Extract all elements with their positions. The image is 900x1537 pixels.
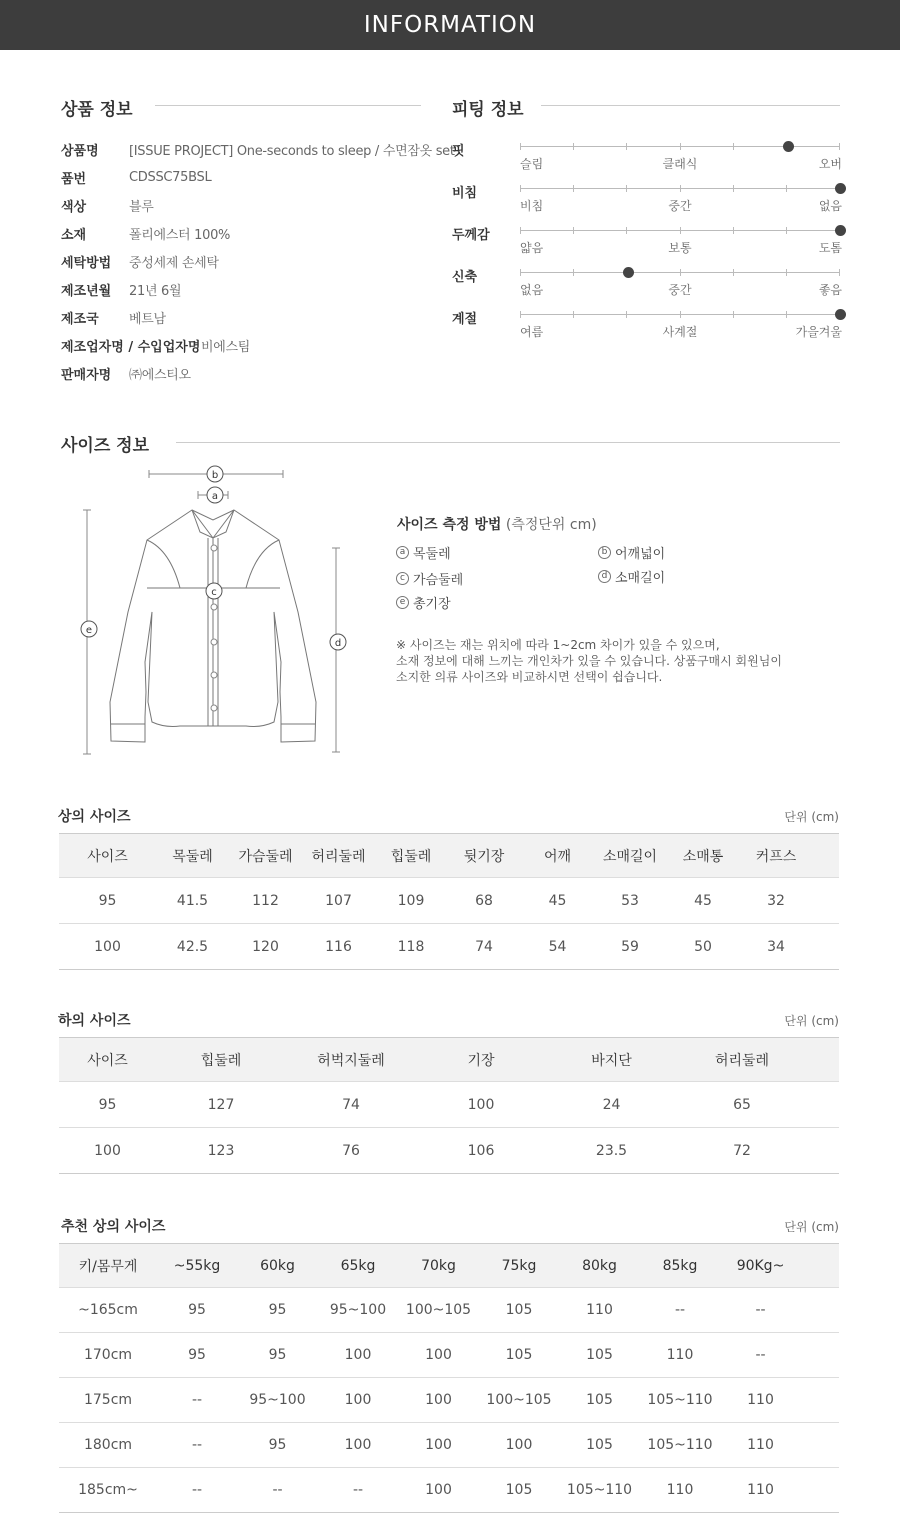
table-cell: 110	[747, 1482, 774, 1498]
fit-tick	[626, 227, 627, 234]
table-cell: 105	[586, 1437, 613, 1453]
shirt-diagram	[70, 462, 370, 762]
table-header-cell: 사이즈	[87, 848, 128, 865]
fit-scale-label: 좋음	[818, 283, 842, 297]
table-cell: 109	[397, 892, 425, 909]
table-cell: 95	[98, 1096, 117, 1113]
fit-scale-label: 보통	[668, 241, 692, 255]
fit-tick	[680, 143, 681, 150]
table-cell: 180cm	[83, 1437, 133, 1453]
measure-method-label: 사이즈 측정 방법	[397, 517, 502, 533]
table-cell: --	[755, 1302, 766, 1318]
table-cell: 105	[586, 1392, 613, 1408]
fit-tick	[573, 227, 574, 234]
table-cell: 41.5	[176, 892, 209, 909]
measure-length: e 총기장	[396, 593, 451, 612]
product-info-row	[61, 140, 455, 158]
product-info-label: 품번	[61, 171, 87, 187]
marker-d	[330, 634, 346, 650]
fit-scale-label: 오버	[818, 157, 842, 171]
fit-tick	[733, 311, 734, 318]
marker-d-icon: d	[598, 570, 611, 583]
product-info-label: 제조국	[61, 311, 99, 327]
table-cell: 118	[397, 938, 425, 955]
table-cell: 100	[425, 1392, 452, 1408]
table-cell: 105	[505, 1302, 533, 1318]
fit-tick	[786, 269, 787, 276]
fit-tick	[626, 143, 627, 150]
table-cell: --	[272, 1482, 283, 1498]
table-header-cell: 60kg	[260, 1257, 295, 1274]
table-cell: 24	[602, 1096, 621, 1113]
table-cell: 100~105	[405, 1302, 472, 1318]
size-info-divider	[176, 442, 840, 443]
fit-tick	[573, 185, 574, 192]
table-cell: 105	[505, 1347, 533, 1363]
fit-tick	[520, 269, 521, 276]
recommend-size-unit: 단위 (cm)	[784, 1220, 839, 1234]
marker-b-icon: b	[598, 546, 611, 559]
fitting-info-divider	[541, 105, 840, 106]
table-cell: 127	[207, 1096, 235, 1113]
fit-tick	[626, 185, 627, 192]
table-cell: 110	[747, 1437, 774, 1453]
fit-tick	[839, 269, 840, 276]
measure-chest: c 가슴둘레	[396, 569, 463, 588]
fit-scale-track	[520, 146, 840, 147]
table-header-cell: 힙둘레	[200, 1052, 242, 1069]
bottom-size-title: 하의 사이즈	[58, 1013, 131, 1029]
svg-text:d: d	[334, 638, 342, 649]
product-info-row	[61, 196, 154, 214]
fit-tick	[520, 143, 521, 150]
marker-b	[207, 466, 223, 482]
marker-c-icon: c	[396, 572, 409, 585]
table-row	[59, 1423, 839, 1468]
fit-tick	[733, 227, 734, 234]
measure-neck: a 목둘레	[396, 543, 451, 562]
product-info-label: 상품명	[61, 143, 99, 159]
table-cell: 100	[425, 1347, 452, 1363]
table-cell: 105	[586, 1347, 613, 1363]
measure-shoulder: b 어깨넓이	[598, 543, 665, 562]
table-header-row	[59, 1244, 839, 1288]
marker-e-icon: e	[396, 596, 409, 609]
table-cell: 95	[268, 1347, 287, 1363]
product-info-divider	[155, 105, 421, 106]
fit-item	[452, 140, 842, 180]
fit-level-dot	[783, 141, 794, 152]
table-cell: 74	[475, 938, 493, 955]
fit-tick	[839, 143, 840, 150]
product-info-label: 제조업자명 / 수입업자명	[61, 339, 201, 355]
product-info-value: 폴리에스터 100%	[129, 227, 231, 243]
table-cell: 54	[548, 938, 567, 955]
fit-tick	[733, 269, 734, 276]
table-cell: ~165cm	[78, 1302, 138, 1318]
measure-method-unit: (측정단위 cm)	[505, 517, 597, 533]
table-cell: 185cm~	[78, 1482, 138, 1498]
header-title: INFORMATION	[363, 12, 537, 38]
product-info-row	[61, 336, 250, 354]
table-cell: 105~110	[647, 1392, 713, 1408]
table-cell: 100	[425, 1437, 452, 1453]
fit-scale-label: 중간	[668, 283, 692, 297]
size-info-title: 사이즈 정보	[61, 436, 150, 456]
fit-tick	[573, 311, 574, 318]
table-cell: 100	[467, 1096, 495, 1113]
fit-tick	[733, 143, 734, 150]
product-info-label: 색상	[61, 199, 87, 215]
product-info-label: 판매자명	[61, 367, 112, 383]
table-cell: 170cm	[83, 1347, 133, 1363]
fit-tick	[786, 227, 787, 234]
fit-scale-label: 사계절	[662, 325, 698, 339]
table-cell: 59	[621, 938, 639, 955]
product-info-value: CDSSC75BSL	[129, 169, 212, 185]
table-cell: 110	[586, 1302, 613, 1318]
table-cell: 110	[747, 1392, 774, 1408]
table-cell: 95	[268, 1437, 287, 1453]
product-info-row	[61, 280, 181, 298]
svg-text:c: c	[211, 587, 217, 598]
table-cell: 45	[548, 892, 567, 909]
table-header-cell: 65kg	[340, 1257, 376, 1274]
top-size-unit: 단위 (cm)	[784, 810, 839, 824]
table-cell: 23.5	[595, 1142, 628, 1159]
table-cell: 105	[505, 1482, 533, 1498]
table-cell: 45	[694, 892, 712, 909]
fit-label: 계절	[452, 312, 478, 327]
table-row	[59, 924, 839, 970]
measure-method-title	[397, 514, 597, 534]
table-header-cell: 힙둘레	[390, 848, 432, 865]
svg-text:a: a	[211, 491, 219, 502]
table-cell: 68	[475, 892, 493, 909]
table-cell: 95~100	[329, 1302, 387, 1318]
table-header-cell: 허벅지둘레	[317, 1052, 385, 1069]
table-cell: 100	[94, 1142, 121, 1159]
fit-scale-label: 클래식	[662, 157, 698, 171]
table-cell: 72	[733, 1142, 751, 1159]
table-cell: 120	[252, 938, 279, 955]
table-header-cell: 바지단	[591, 1052, 632, 1069]
table-header-cell: 뒷기장	[463, 848, 505, 865]
marker-e	[81, 621, 97, 637]
product-info-value: 비에스팀	[201, 339, 251, 355]
table-cell: 100	[505, 1437, 533, 1453]
table-header-cell: 85kg	[662, 1257, 698, 1274]
table-cell: --	[191, 1482, 203, 1498]
product-info-row	[61, 308, 166, 326]
table-header-cell: 가슴둘레	[238, 848, 293, 865]
table-cell: 100	[94, 938, 121, 955]
fit-scale-track	[520, 230, 840, 231]
product-info-label: 제조년월	[61, 283, 112, 299]
table-cell: 74	[342, 1096, 360, 1113]
table-cell: 123	[207, 1142, 235, 1159]
table-cell: 110	[666, 1347, 694, 1363]
table-cell: 110	[666, 1482, 694, 1498]
table-cell: 95	[268, 1302, 287, 1318]
table-row	[59, 1128, 839, 1174]
fit-tick	[520, 311, 521, 318]
fit-level-dot	[623, 267, 634, 278]
table-header-row	[59, 1038, 839, 1082]
bottom-size-unit: 단위 (cm)	[784, 1014, 839, 1028]
table-cell: --	[191, 1437, 203, 1453]
size-note: ※ 사이즈는 재는 위치에 따라 1~2cm 차이가 있을 수 있으며, 소재 정보에 대해 느끼는 개인차가 있을 수 있습니다. 상품구매시 회원님이 소지한 의류 사이즈와 비교하시면 선택이 쉽습니다.	[396, 638, 782, 684]
fit-level-dot	[835, 309, 846, 320]
fit-tick	[573, 143, 574, 150]
fit-level-dot	[835, 225, 846, 236]
fit-label: 신축	[452, 270, 478, 285]
fit-scale-track	[520, 314, 840, 315]
product-info-row	[61, 252, 219, 270]
table-cell: 100	[344, 1437, 372, 1453]
fitting-info-title: 피팅 정보	[452, 100, 524, 120]
table-header-cell: 70kg	[421, 1257, 456, 1274]
table-cell: 95	[188, 1347, 206, 1363]
product-info-row	[61, 168, 211, 186]
fit-tick	[626, 311, 627, 318]
fit-item	[452, 266, 842, 306]
table-header-cell: 커프스	[755, 848, 797, 865]
marker-a	[207, 487, 223, 503]
fit-scale-label: 없음	[520, 283, 544, 297]
recommend-size-title: 추천 상의 사이즈	[61, 1219, 166, 1235]
product-info-value: ㈜에스티오	[129, 367, 191, 383]
table-cell: 32	[767, 892, 785, 909]
bottom-size-table	[59, 1037, 839, 1174]
table-row	[59, 1288, 839, 1333]
table-cell: 76	[342, 1142, 360, 1159]
table-row	[59, 1082, 839, 1128]
table-header-cell: ~55kg	[173, 1257, 221, 1274]
table-cell: 175cm	[83, 1392, 133, 1408]
table-cell: 95~100	[249, 1392, 306, 1408]
product-info-row	[61, 364, 191, 382]
fit-tick	[520, 227, 521, 234]
fit-tick	[786, 311, 787, 318]
fit-item	[452, 224, 842, 264]
fit-tick	[520, 185, 521, 192]
table-cell: 105~110	[647, 1437, 713, 1453]
fit-scale-track	[520, 272, 840, 273]
table-cell: 95	[98, 892, 117, 909]
fit-label: 핏	[452, 144, 465, 159]
table-header-cell: 75kg	[501, 1257, 537, 1274]
fit-scale-label: 비침	[520, 199, 544, 213]
fit-scale-label: 없음	[818, 199, 842, 213]
fit-scale-label: 여름	[520, 325, 544, 339]
table-header-cell: 사이즈	[87, 1052, 128, 1069]
product-info-value: 중성세제 손세탁	[129, 255, 219, 271]
table-header-cell: 허리둘레	[714, 1052, 770, 1069]
fit-tick	[733, 185, 734, 192]
fit-tick	[680, 311, 681, 318]
table-header-cell: 목둘레	[172, 848, 213, 865]
fit-item	[452, 308, 842, 348]
fit-tick	[680, 227, 681, 234]
fit-label: 두께감	[452, 228, 490, 243]
table-row	[59, 1333, 839, 1378]
fit-scale-label: 슬림	[520, 157, 544, 171]
table-cell: 116	[325, 938, 352, 955]
table-cell: 100	[344, 1392, 372, 1408]
product-info-value: 베트남	[129, 311, 166, 327]
table-cell: 65	[733, 1096, 751, 1113]
table-row	[59, 1468, 839, 1513]
table-cell: 34	[767, 938, 785, 955]
product-info-label: 소재	[61, 227, 87, 243]
table-header-cell: 기장	[467, 1052, 495, 1069]
table-header-cell: 소매통	[682, 848, 724, 865]
table-header-cell: 90Kg~	[736, 1257, 785, 1274]
fit-label: 비침	[452, 186, 478, 201]
fit-scale-label: 중간	[668, 199, 692, 213]
product-info-value: [ISSUE PROJECT] One-seconds to sleep / 수면잠옷 set	[129, 143, 455, 159]
svg-text:e: e	[85, 625, 93, 636]
fit-tick	[680, 269, 681, 276]
table-cell: 107	[325, 892, 352, 909]
marker-a-icon: a	[396, 546, 409, 559]
table-cell: 112	[252, 892, 279, 909]
table-cell: 53	[621, 892, 639, 909]
table-cell: 95	[188, 1302, 206, 1318]
table-cell: --	[352, 1482, 364, 1498]
table-cell: 50	[694, 938, 712, 955]
table-cell: 106	[467, 1142, 495, 1159]
product-info-value: 블루	[129, 199, 154, 215]
measure-sleeve: d 소매길이	[598, 567, 665, 586]
fit-scale-label: 가을겨울	[795, 325, 842, 339]
table-cell: 100	[425, 1482, 452, 1498]
table-header-cell: 어깨	[543, 848, 572, 865]
table-header-cell: 80kg	[582, 1257, 617, 1274]
table-cell: --	[674, 1302, 686, 1318]
table-header-cell: 소매길이	[602, 848, 658, 865]
fit-scale-label: 도톰	[818, 241, 842, 255]
table-cell: 105~110	[566, 1482, 633, 1498]
product-info-label: 세탁방법	[61, 255, 112, 271]
svg-text:b: b	[211, 470, 219, 481]
table-cell: 100~105	[486, 1392, 552, 1408]
table-header-cell: 키/몸무게	[78, 1258, 138, 1275]
fit-scale-track	[520, 188, 840, 189]
fit-item	[452, 182, 842, 222]
product-info-title: 상품 정보	[61, 100, 133, 120]
fit-tick	[573, 269, 574, 276]
fit-tick	[786, 185, 787, 192]
table-row	[59, 878, 839, 924]
table-cell: --	[191, 1392, 203, 1408]
marker-c	[206, 583, 222, 599]
fit-level-dot	[835, 183, 846, 194]
fit-tick	[680, 185, 681, 192]
table-cell: 100	[344, 1347, 372, 1363]
fit-scale-label: 얇음	[520, 241, 544, 255]
table-cell: 42.5	[176, 938, 209, 955]
top-size-table	[59, 833, 839, 970]
table-header-cell: 허리둘레	[311, 848, 366, 865]
product-info-value: 21년 6월	[129, 283, 182, 299]
table-row	[59, 1378, 839, 1423]
table-cell: --	[755, 1347, 766, 1363]
product-info-row	[61, 224, 230, 242]
page-header	[0, 0, 900, 50]
recommend-size-table	[59, 1243, 839, 1513]
top-size-title: 상의 사이즈	[58, 809, 131, 825]
table-header-row	[59, 834, 839, 878]
